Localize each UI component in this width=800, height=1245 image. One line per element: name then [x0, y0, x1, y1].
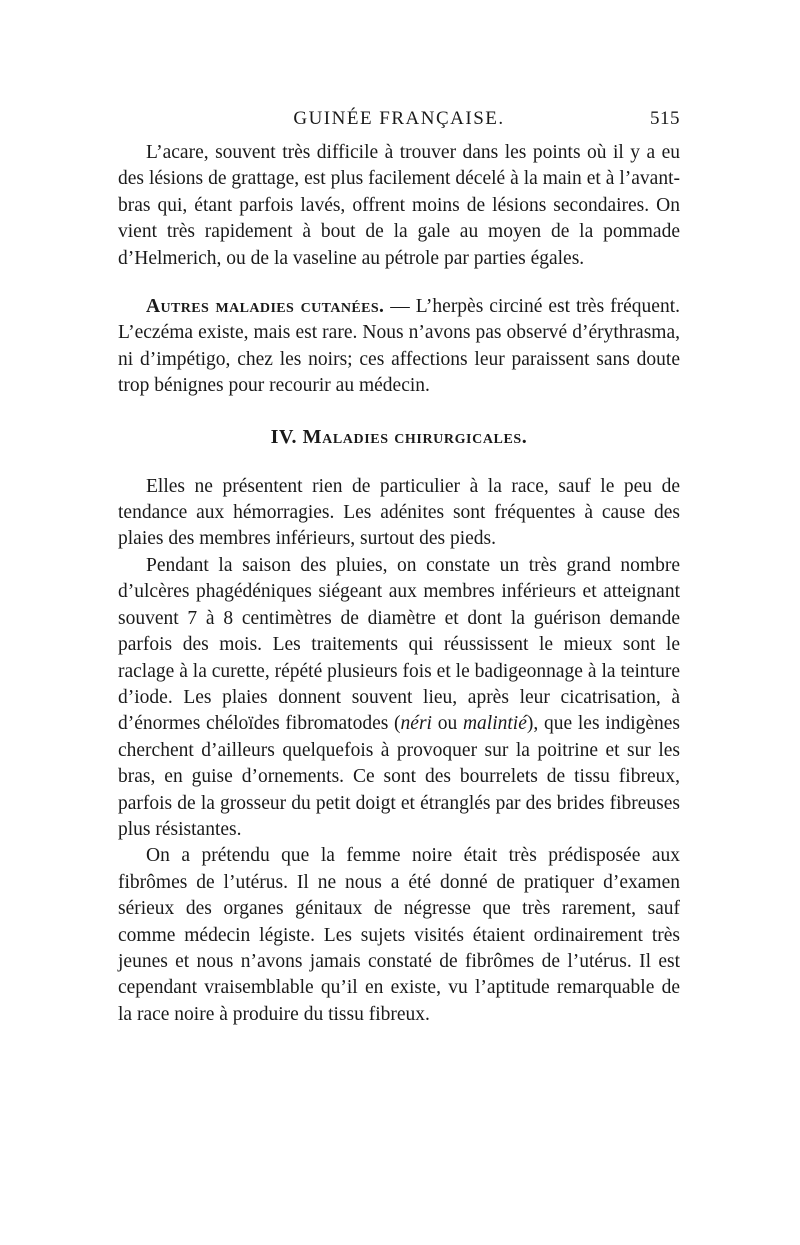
book-page [118, 108, 680, 1028]
paragraph-surgical-intro: Elles ne présentent rien de particulier à la race, sauf le peu de tendance aux hémorragies. Les adénites sont fréquentes à cause des plaies des membres inférieurs, surtout des pieds. [118, 475, 680, 550]
section-number: IV. [270, 425, 303, 448]
section-heading [118, 426, 680, 449]
paragraph-text-part: ), que les indigènes cherchent d’ailleurs quelquefois à provoquer sur la poitrine et sur les bras, en guise d’ornements. Ce sont des bourrelets de tissu fibreux, parfois de la grosseur du petit doigt et étranglés par des brides fibreuses plus résistantes. [118, 713, 681, 840]
paragraph-text-part: Pendant la saison des pluies, on constate un très grand nombre d’ulcères phagédéniques siégeant aux membres inférieurs et atteignant souvent 7 à 8 centimètres de diamètre et dont la guérison demande parfois des mois. Les traitements qui réussissent le mieux sont le raclage à la curette, répété plusieurs fois et le badigeonnage à la teinture d’iode. Les plaies donnent souvent lieu, après leur cicatrisation, à d’énormes chéloïdes fibromatodes ( [118, 554, 680, 735]
italic-term-malintie: malintié [462, 713, 527, 735]
page-header [118, 108, 680, 138]
paragraph-skin-diseases [118, 294, 680, 400]
em-dash: — [384, 296, 416, 318]
paragraph-lead-title: Autres maladies cutanées. [146, 296, 385, 318]
paragraph-scabies: L’acare, souvent très difficile à trouver dans les points où il y a eu des lésions de grattage, est plus facilement décelé à la main et à l’avant-bras qui, étant parfois lavés, offrent moins de lésions secondaires. On vient très rapidement à bout de la gale au moyen de la pommade d’Helmerich, ou de la vaseline au pétrole par parties égales. [118, 142, 680, 269]
running-title: GUINÉE FRANÇAISE. [293, 108, 505, 129]
page-number: 515 [650, 108, 680, 129]
paragraph-ulcers [118, 553, 680, 843]
italic-term-neri: néri [400, 713, 432, 735]
paragraph-text-part: ou [431, 713, 463, 735]
section-title: Maladies chirurgicales. [302, 425, 528, 448]
paragraph-body: L’herpès circiné est très fréquent. L’eczéma existe, mais est rare. Nous n’avons pas observé d’érythrasma, ni d’impétigo, chez les noirs; ces affections leur paraissent sans doute trop bénignes pour recourir au médecin. [118, 296, 680, 397]
paragraph-fibroids: On a prétendu que la femme noire était très prédisposée aux fibrômes de l’utérus. Il ne nous a été donné de pratiquer d’examen sérieux des organes génitaux de négresse que très rarement, sauf comme médecin légiste. Les sujets visités étaient ordinairement très jeunes et nous n’avons jamais constaté de fibrômes de l’utérus. Il est cependant vraisemblable qu’il en existe, vu l’aptitude remarquable de la race noire à produire du tissu fibreux. [118, 845, 680, 1025]
